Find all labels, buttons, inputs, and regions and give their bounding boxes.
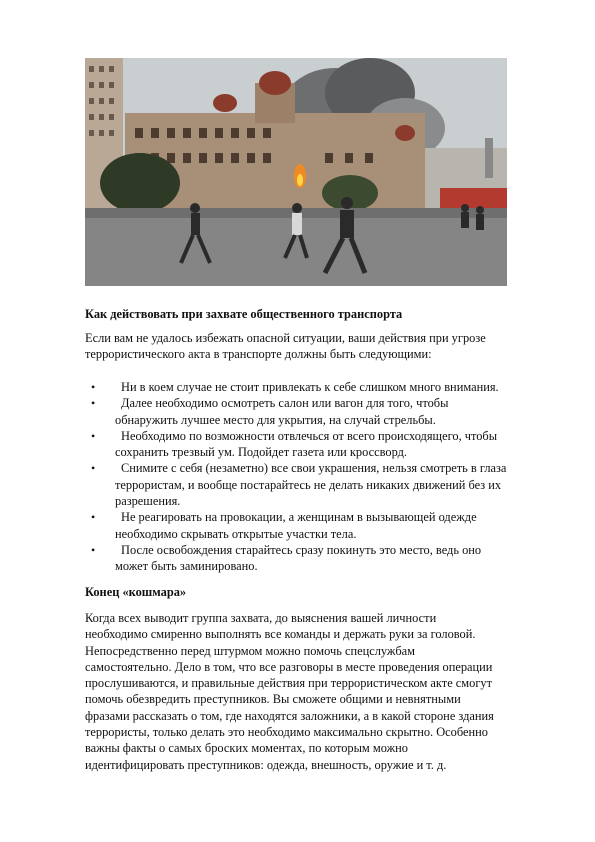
intro-line: Если вам не удалось избежать опасной ситуации, ваши действия при угрозе bbox=[85, 331, 486, 345]
news-photo bbox=[85, 58, 507, 286]
bullet-icon: • bbox=[91, 380, 96, 394]
intro-line: террористического акта в транспорте должны быть следующими: bbox=[85, 347, 432, 362]
paragraph-line: Когда всех выводит группа захвата, до выяснения вашей личности bbox=[85, 611, 437, 625]
end-paragraph bbox=[85, 610, 525, 773]
bullet-icon: • bbox=[91, 428, 96, 443]
advice-list bbox=[85, 379, 545, 575]
bullet-icon: • bbox=[91, 510, 96, 525]
section-heading-transport: Как действовать при захвате общественного транспорта bbox=[85, 307, 403, 321]
list-item bbox=[85, 379, 545, 395]
list-item-line: Ни в коем случае не стоит привлекать к себе слишком много внимания. bbox=[121, 380, 499, 394]
list-item bbox=[85, 460, 545, 509]
intro-paragraph bbox=[85, 330, 525, 363]
list-item-line: После освобождения старайтесь сразу покинуть это место, ведь оно bbox=[121, 542, 482, 557]
bullet-icon: • bbox=[91, 461, 96, 476]
list-item-line: Снимите с себя (незаметно) все свои украшения, нельзя смотреть в глаза bbox=[121, 461, 507, 476]
bullet-icon: • bbox=[91, 396, 96, 411]
list-item-line: Далее необходимо осмотреть салон или вагон для того, чтобы bbox=[121, 396, 449, 411]
paragraph-line: идентифицировать преступников: одежда, внешность, оружие и т. д. bbox=[85, 757, 447, 772]
list-item-line: необходимо скрывать открытые участки тела. bbox=[115, 526, 357, 541]
paragraph-line: прослушиваются, и правильные действия при террористическом акте смогут bbox=[85, 676, 493, 691]
bullet-icon: • bbox=[91, 542, 96, 557]
paragraph-line: террористы, только делать это необходимо максимально скрытно. Особенно bbox=[85, 725, 488, 740]
list-item bbox=[85, 542, 545, 575]
list-item-line: Не реагировать на провокации, а женщинам в вызывающей одежде bbox=[121, 510, 477, 525]
list-item-line: Необходимо по возможности отвлечься от всего происходящего, чтобы bbox=[121, 428, 498, 443]
list-item bbox=[85, 395, 545, 428]
paragraph-line: помочь обезвредить преступников. Вы сможете общими и невнятными bbox=[85, 692, 461, 707]
paragraph-line: необходимо смиренно выполнять все команды и держать руки за головой. bbox=[85, 627, 476, 642]
list-item bbox=[85, 428, 545, 461]
paragraph-line: фразами рассказать о том, где находятся заложники, а в какой стороне здания bbox=[85, 708, 494, 723]
list-item-line: сохранить трезвый ум. Подойдет газета или кроссворд. bbox=[115, 445, 408, 460]
list-item-line: обнаружить лучшее место для укрытия, на случай стрельбы. bbox=[115, 412, 436, 427]
photo-burning-building-icon bbox=[85, 58, 507, 286]
section-heading-end: Конец «кошмара» bbox=[85, 585, 187, 599]
list-item-line: может быть заминировано. bbox=[115, 559, 258, 574]
paragraph-line: важны факты о самых броских моментах, по которым можно bbox=[85, 741, 408, 756]
paragraph-line: самостоятельно. Дело в том, что все разговоры в месте проведения операции bbox=[85, 659, 493, 674]
list-item-line: разрешения. bbox=[115, 494, 181, 509]
list-item-line: террористам, и вообще постарайтесь не делать никаких движений без их bbox=[115, 477, 502, 492]
paragraph-line: Непосредственно перед штурмом можно помочь спецслужбам bbox=[85, 643, 415, 658]
list-item bbox=[85, 509, 545, 542]
